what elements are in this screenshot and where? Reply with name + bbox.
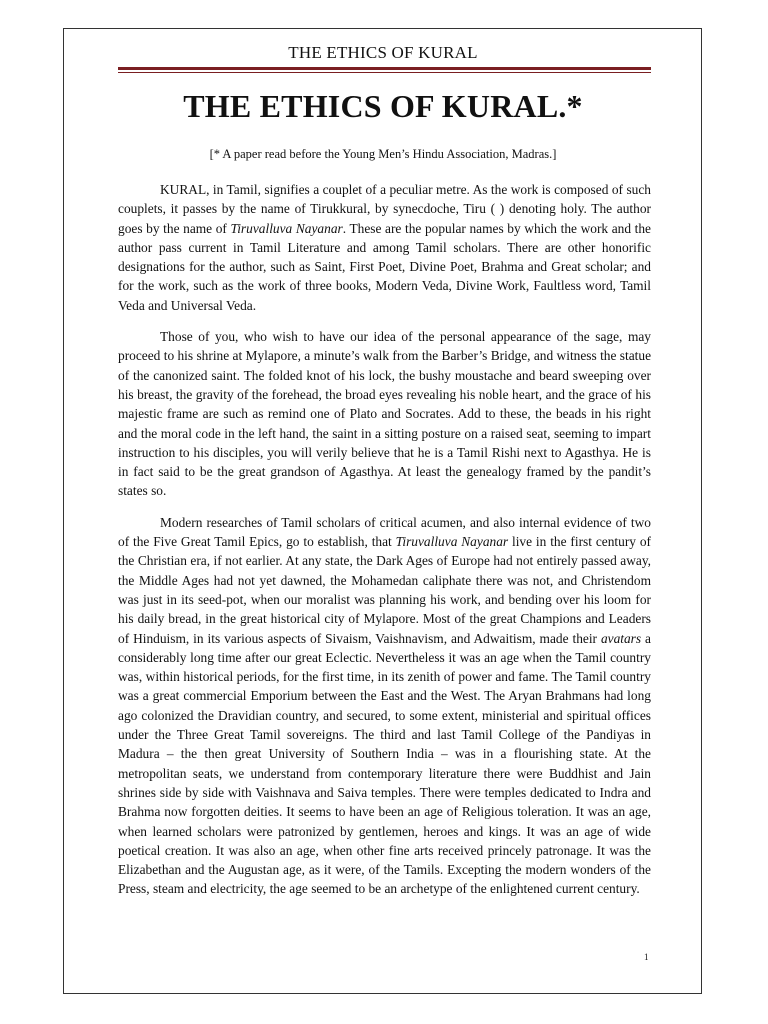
text-segment: Those of you, who wish to have our idea of the personal appearance of the sage, may proceed to his shrine at Mylapore, a minute’s walk from the Barber’s Bridge, and witness the statue of the canonized saint. The folded knot of his lock, the bushy moustache and beard sweeping over his breast, the gravity of the forehead, the broad eyes revealing his noble heart, and the grace of his majestic frame are such as remind one of Plato and Socrates. Add to these, the beads in his right and the moral code in the left hand, the saint in a sitting posture on a raised seat, seeming to impart instruction to his disciples, you will verily believe that he is a Tamil Rishi next to Agasthya. He is in fact said to be the great grandson of Agasthya. At least the genealogy framed by the pandit’s states so. [118, 329, 652, 499]
body-text [118, 180, 651, 911]
text-segment: live in the first century of the Christian era, if not earlier. At any state, the Dark Ages of Europe had not entirely passed away, the Middle Ages had not yet dawned, the Mohamedan caliphate there was not, and Christendom was just in its seed-pot, when our moralist was planning his work, and bending over his loom for his daily bread, in the great historical city of Mylapore. Most of the great Champions and Leaders of Hinduism, in its various aspects of Sivaism, Vaishnavism, and Adwaitism, made their [118, 534, 652, 646]
running-header: THE ETHICS OF KURAL [288, 43, 478, 62]
header-rule-thin [118, 72, 651, 73]
paragraph-1 [118, 180, 651, 315]
text-segment: avatars [600, 630, 642, 646]
text-segment: . These are the popular names by which the work and the author pass current in Tamil Literature and among Tamil scholars. There are other honorific designations for the author, such as Saint, First Poet, Divine Poet, Brahma and Great scholar; and for the work, such as the work of three books, Modern Veda, Divine Work, Faultless word, Tamil Veda and Universal Veda. [118, 220, 652, 313]
text-segment: KURAL, in Tamil, signifies a couplet of a peculiar metre. As the work is composed of such couplets, it passes by the name of Tirukkural, by synecdoche, Tiru ( ) denoting holy. The author goes by the name of [118, 182, 651, 236]
document-title: THE ETHICS OF KURAL.* [183, 88, 583, 124]
text-segment: Tiruvalluva Nayanar [395, 534, 509, 550]
paragraph-2 [118, 327, 651, 501]
paragraph-3 [118, 513, 651, 899]
text-segment: Modern researches of Tamil scholars of critical acumen, and also internal evidence of two of the Five Great Tamil Epics, go to establish, that [118, 514, 651, 550]
text-segment: Tiruvalluva Nayanar [230, 220, 343, 236]
title-footnote: [* A paper read before the Young Men’s Hindu Association, Madras.] [209, 147, 557, 161]
page-number: 1 [644, 952, 649, 962]
header-rule-thick [118, 67, 651, 70]
text-segment: a considerably long time after our great Eclectic. Nevertheless it was an age when the Tamil country was, within historical periods, for the first time, in its zenith of power and fame. The Tamil country was a great commercial Emporium between the East and the West. The Aryan Brahmans had long ago colonized the Dravidian country, and secured, to some extent, ministerial and spiritual offices under the Three Great Tamil sovereigns. The third and last Tamil College of the Pandiyas in Madura – the then great University of Southern India – was in a flourishing state. At the metropolitan seats, we understand from contemporary literature there were Buddhist and Jain shrines side by side with Vaishnava and Saiva temples. There were temples dedicated to Indra and Brahma now forgotten deities. It seems to have been an age of Religious toleration. It was an age, when learned scholars were patronized by gentlemen, heroes and kings. It was an age of wide poetical creation. It was also an age, when other fine arts received princely patronage. It was the Elizabethan and the Augustan age, as it were, of the Tamils. Excepting the modern wonders of the Press, steam and electricity, the age seemed to be an archetype of the enlightened current century. [118, 630, 651, 897]
